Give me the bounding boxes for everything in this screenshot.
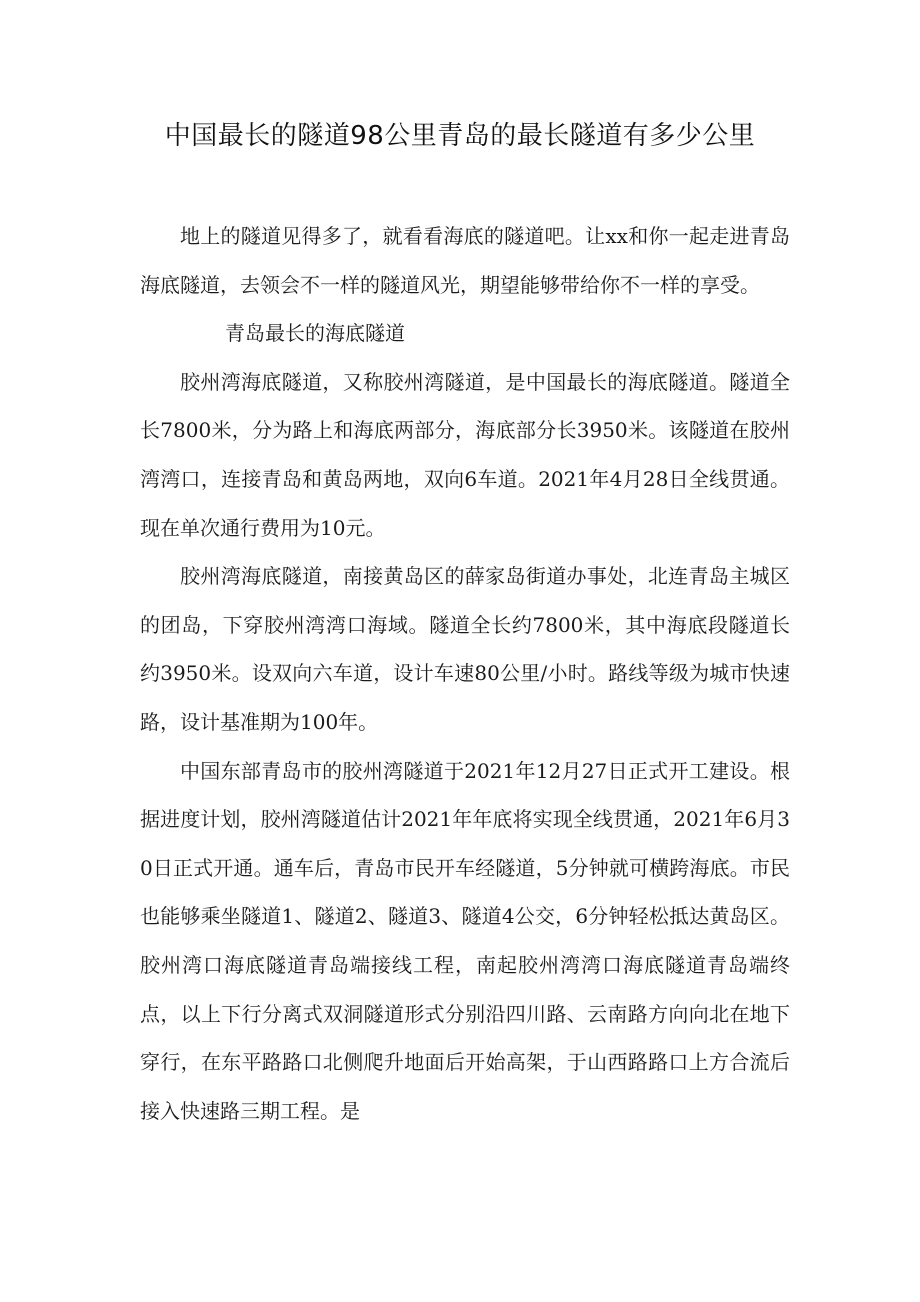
body-paragraph-2: 胶州湾海底隧道，南接黄岛区的薛家岛街道办事处，北连青岛主城区的团岛，下穿胶州湾湾口海域。隧道全长约7800米，其中海底段隧道长约3950米。设双向六车道，设计车速80公里/小时。路线等级为城市快速路，设计基准期为100年。 <box>140 564 790 734</box>
intro-paragraph: 地上的隧道见得多了，就看看海底的隧道吧。让xx和你一起走进青岛海底隧道，去领会不一样的隧道风光，期望能够带给你不一样的享受。 <box>140 224 790 297</box>
section-heading: 青岛最长的海底隧道 <box>225 321 405 346</box>
document-title: 中国最长的隧道98公里青岛的最长隧道有多少公里 <box>164 121 756 151</box>
body-paragraph-3: 中国东部青岛市的胶州湾隧道于2021年12月27日正式开工建设。根据进度计划，胶州湾隧道估计2021年年底将实现全线贯通，2021年6月30日正式开通。通车后，青岛市民开车经隧道，5分钟就可横跨海底。市民也能够乘坐隧道1、隧道2、隧道3、隧道4公交，6分钟轻松抵达黄岛区。胶州湾口海底隧道青岛端接线工程，南起胶州湾湾口海底隧道青岛端终点，以上下行分离式双洞隧道形式分别沿四川路、云南路方向向北在地下穿行，在东平路路口北侧爬升地面后开始高架，于山西路路口上方合流后接入快速路三期工程。是 <box>140 758 790 1123</box>
body-paragraph-1: 胶州湾海底隧道，又称胶州湾隧道，是中国最长的海底隧道。隧道全长7800米，分为路上和海底两部分，海底部分长3950米。该隧道在胶州湾湾口，连接青岛和黄岛两地，双向6车道。2021年4月28日全线贯通。现在单次通行费用为10元。 <box>140 369 790 540</box>
document-body <box>140 212 790 1135</box>
